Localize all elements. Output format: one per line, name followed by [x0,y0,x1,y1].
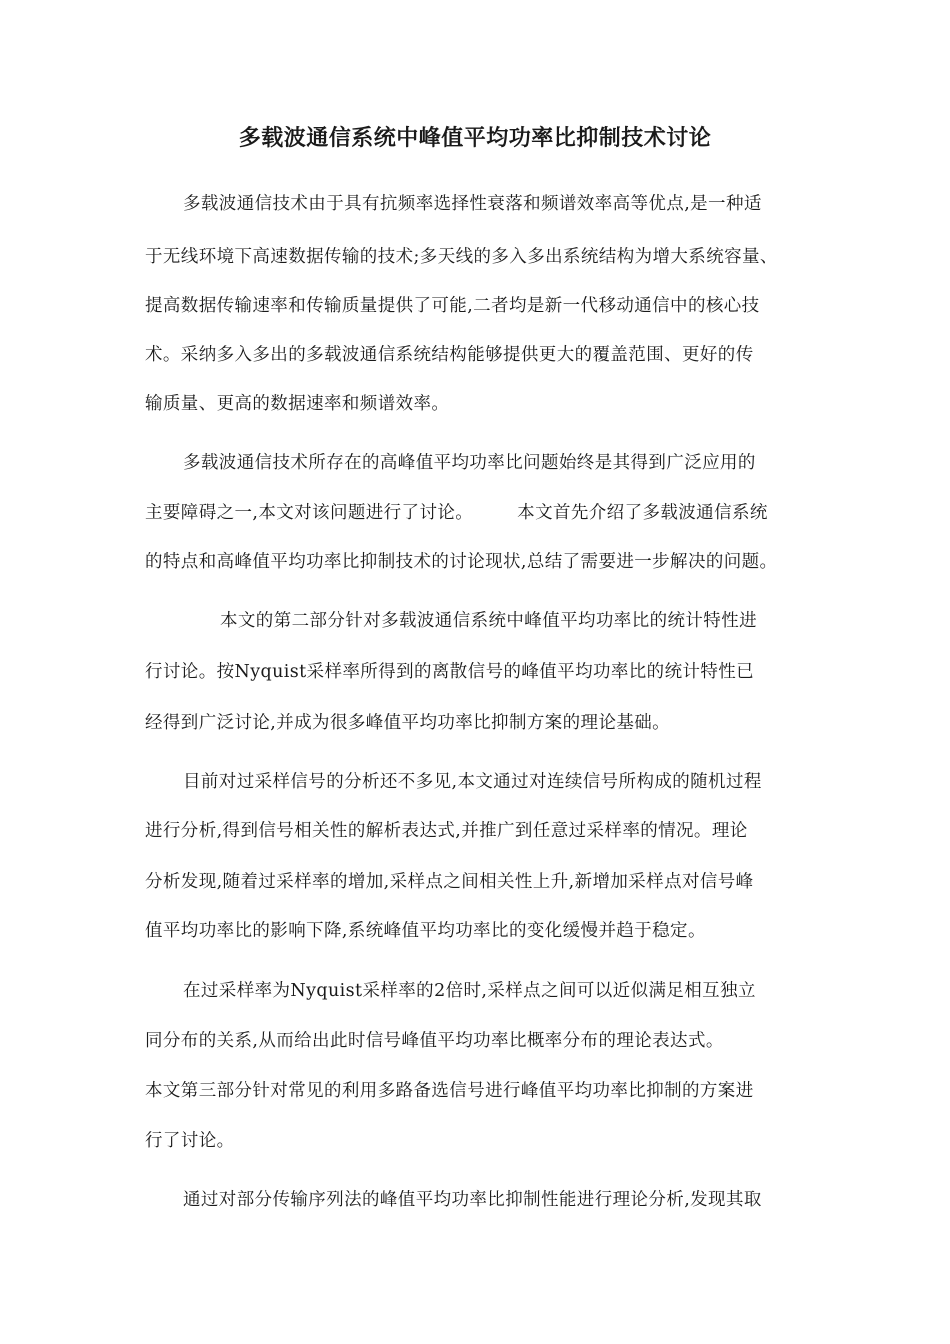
body-line: 同分布的关系,从而给出此时信号峰值平均功率比概率分布的理论表达式。 [145,1031,724,1051]
body-line: 输质量、更高的数据速率和频谱效率。 [145,394,450,414]
body-line: 经得到广泛讨论,并成为很多峰值平均功率比抑制方案的理论基础。 [145,713,671,733]
document-title: 多载波通信系统中峰值平均功率比抑制技术讨论 [238,126,712,151]
body-line: 值平均功率比的影响下降,系统峰值平均功率比的变化缓慢并趋于稳定。 [145,921,706,941]
body-line: 多载波通信技术所存在的高峰值平均功率比问题始终是其得到广泛应用的 [183,453,756,473]
body-line: 目前对过采样信号的分析还不多见,本文通过对连续信号所构成的随机过程 [183,772,762,792]
body-line-mixed [145,499,768,524]
body-line: 术。采纳多入多出的多载波通信系统结构能够提供更大的覆盖范围、更好的传 [145,345,754,365]
body-line: 通过对部分传输序列法的峰值平均功率比抑制性能进行理论分析,发现其取 [183,1190,762,1210]
body-line-segment: 本文首先介绍了多载波通信系统 [517,503,768,523]
body-line: 本文的第二部分针对多载波通信系统中峰值平均功率比的统计特性进 [220,611,757,631]
body-line: 的特点和高峰值平均功率比抑制技术的讨论现状,总结了需要进一步解决的问题。 [145,552,778,572]
body-line: 行了讨论。 [145,1131,235,1151]
body-line: 行讨论。按Nyquist采样率所得到的离散信号的峰值平均功率比的统计特性已 [145,662,755,682]
body-line: 于无线环境下高速数据传输的技术;多天线的多入多出系统结构为增大系统容量、 [145,247,778,267]
body-line-segment: 主要障碍之一,本文对该问题进行了讨论。 [145,503,474,523]
body-line: 本文第三部分针对常见的利用多路备选信号进行峰值平均功率比抑制的方案进 [145,1081,754,1101]
body-line: 多载波通信技术由于具有抗频率选择性衰落和频谱效率高等优点,是一种适 [183,194,762,214]
body-line: 进行分析,得到信号相关性的解析表达式,并推广到任意过采样率的情况。理论 [145,821,748,841]
body-line: 提高数据传输速率和传输质量提供了可能,二者均是新一代移动通信中的核心技 [145,296,760,316]
body-line: 在过采样率为Nyquist采样率的2倍时,采样点之间可以近似满足相互独立 [183,981,756,1001]
body-line: 分析发现,随着过采样率的增加,采样点之间相关性上升,新增加采样点对信号峰 [145,872,754,892]
